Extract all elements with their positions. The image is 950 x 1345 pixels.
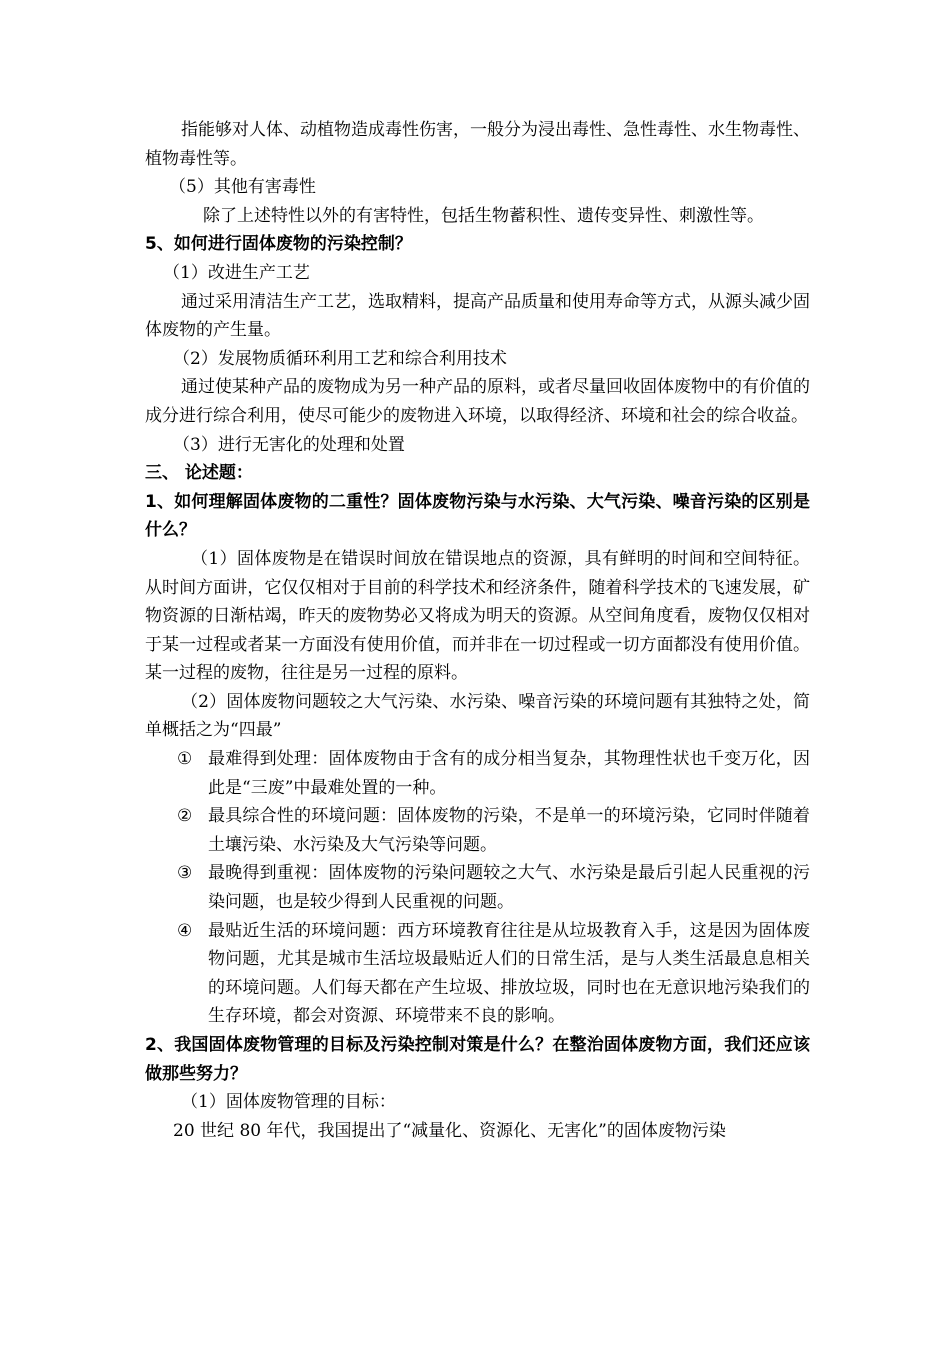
question-heading: 5、如何进行固体废物的污染控制？ bbox=[145, 234, 412, 255]
paragraph: 除了上述特性以外的有害特性，包括生物蓄积性、遗传变异性、刺激性等。 bbox=[203, 205, 764, 226]
paragraph: 20 世纪 80 年代，我国提出了“减量化、资源化、无害化”的固体废物污染 bbox=[173, 1120, 726, 1141]
list-number: ③ bbox=[177, 863, 193, 884]
four-most-list bbox=[145, 745, 810, 1031]
paragraph: 通过采用清洁生产工艺，选取精料，提高产品质量和使用寿命等方式，从源头减少固体废物的产生量。 bbox=[145, 291, 810, 341]
question-heading: 2、我国固体废物管理的目标及污染控制对策是什么？在整治固体废物方面，我们还应该做那些努力？ bbox=[145, 1035, 810, 1084]
paragraph: 指能够对人体、动植物造成毒性伤害，一般分为浸出毒性、急性毒性、水生物毒性、植物毒性等。 bbox=[145, 120, 810, 169]
list-text: 最贴近生活的环境问题：西方环境教育往往是从垃圾教育入手，这是因为固体废物问题，尤其是城市生活垃圾最贴近人们的日常生活，是与人类生活最息息相关的环境问题。人们每天都在产生垃圾、排放垃圾，同时也在无意识地污染我们的生存环境，都会对资源、环境带来不良的影响。 bbox=[208, 920, 810, 1027]
list-text: 最晚得到重视：固体废物的污染问题较之大气、水污染是最后引起人民重视的污染问题，也是较少得到人民重视的问题。 bbox=[208, 863, 810, 913]
subheading: （5）其他有害毒性 bbox=[169, 177, 316, 198]
paragraph: 通过使某种产品的废物成为另一种产品的原料，或者尽量回收固体废物中的有价值的成分进行综合利用，使尽可能少的废物进入环境，以取得经济、环境和社会的综合收益。 bbox=[145, 377, 810, 426]
subheading: （1）改进生产工艺 bbox=[163, 262, 310, 283]
subheading: （2）发展物质循环利用工艺和综合利用技术 bbox=[173, 348, 507, 369]
list-text: 最具综合性的环境问题：固体废物的污染，不是单一的环境污染，它同时伴随着土壤污染、水污染及大气污染等问题。 bbox=[208, 806, 810, 855]
subheading: （3）进行无害化的处理和处置 bbox=[173, 434, 405, 455]
list-number: ② bbox=[177, 806, 193, 827]
list-item bbox=[145, 745, 810, 802]
question-heading: 1、如何理解固体废物的二重性？固体废物污染与水污染、大气污染、噪音污染的区别是什么？ bbox=[145, 491, 810, 541]
paragraph: （2）固体废物问题较之大气污染、水污染、噪音污染的环境问题有其独特之处，简单概括之为“四最” bbox=[145, 691, 810, 741]
section-heading: 三、 论述题： bbox=[145, 463, 253, 484]
list-item bbox=[145, 859, 810, 916]
document-page bbox=[145, 116, 810, 1145]
paragraph: （1）固体废物是在错误时间放在错误地点的资源，具有鲜明的时间和空间特征。从时间方面讲，它仅仅相对于目前的科学技术和经济条件，随着科学技术的飞速发展，矿物资源的日渐枯竭，昨天的废物势必又将成为明天的资源。从空间角度看，废物仅仅相对于某一过程或者某一方面没有使用价值，而并非在一切过程或一切方面都没有使用价值。某一过程的废物，往往是另一过程的原料。 bbox=[145, 548, 810, 684]
list-item bbox=[145, 802, 810, 859]
subheading: （1）固体废物管理的目标： bbox=[181, 1092, 396, 1113]
list-number: ① bbox=[177, 749, 193, 770]
list-text: 最难得到处理：固体废物由于含有的成分相当复杂，其物理性状也千变万化，因此是“三废”中最难处置的一种。 bbox=[208, 749, 810, 798]
list-item bbox=[145, 917, 810, 1031]
list-number: ④ bbox=[177, 920, 193, 941]
